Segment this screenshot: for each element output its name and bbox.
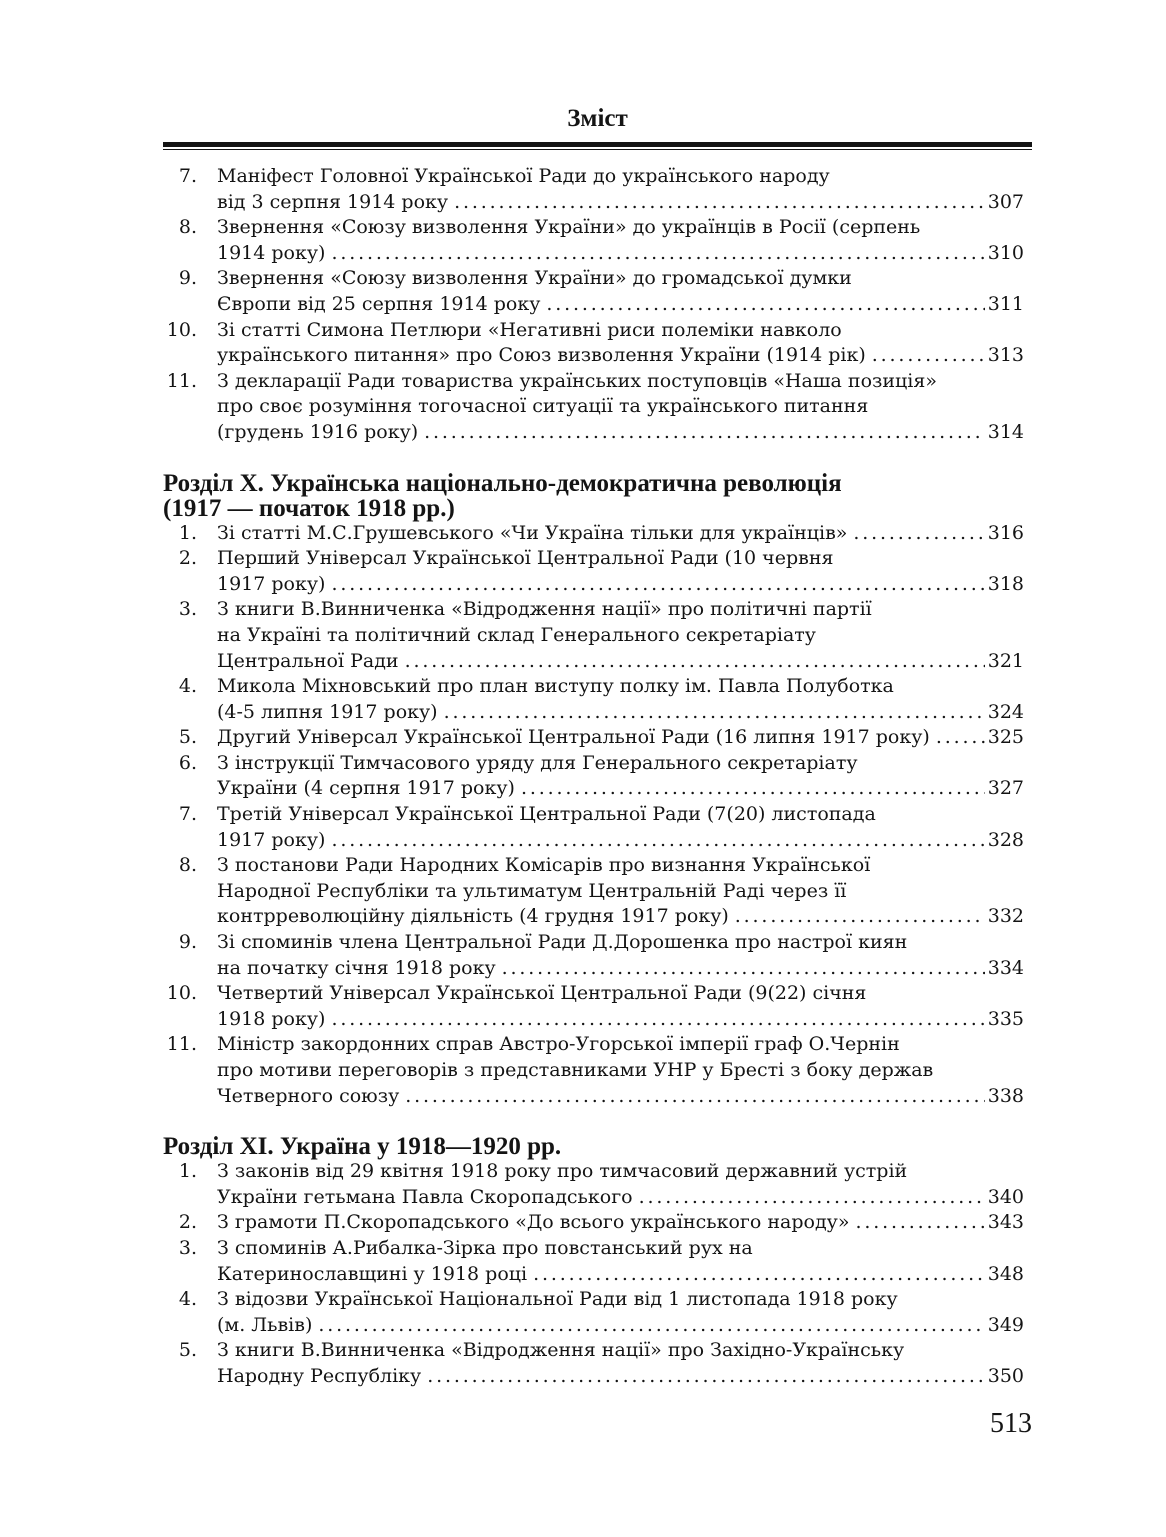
entry-page-number: 311 xyxy=(987,292,1024,315)
entry-last-line xyxy=(217,1007,1024,1033)
toc-entry[interactable] xyxy=(163,802,1032,853)
entry-title-line: Звернення «Союзу визволення України» до громадської думки xyxy=(217,267,852,290)
entry-title-line: Другий Універсал Української Центральної Ради (16 липня 1917 року) xyxy=(217,726,930,749)
entry-page-number: 349 xyxy=(987,1313,1024,1336)
toc-entry[interactable] xyxy=(163,369,1032,446)
entry-title-line: Четвертий Універсал Української Центральної Ради (9(22) січня xyxy=(217,982,867,1005)
toc-entry[interactable] xyxy=(163,1159,1032,1210)
toc-entry[interactable] xyxy=(163,215,1032,266)
entry-title-line: З інструкції Тимчасового уряду для Генерального секретаріату xyxy=(217,751,858,774)
entry-title-line: України гетьмана Павла Скоропадського xyxy=(217,1185,633,1208)
entry-last-line xyxy=(217,1185,1024,1211)
entry-title-line: (4-5 липня 1917 року) xyxy=(217,700,438,723)
entry-title-line: З грамоти П.Скоропадського «До всього українського народу» xyxy=(217,1211,850,1234)
entry-page-number: 334 xyxy=(987,956,1024,979)
entry-title-line: Перший Універсал Української Центральної Ради (10 червня xyxy=(217,547,834,570)
toc-page xyxy=(163,100,1032,1390)
entry-title-line: Маніфест Головної Української Ради до українського народу xyxy=(217,165,830,187)
toc-entry-list xyxy=(163,1159,1032,1389)
entry-number: 4. xyxy=(178,1288,197,1311)
entry-number: 8. xyxy=(178,854,197,877)
dot-leader xyxy=(444,700,985,726)
dot-leader xyxy=(331,1007,984,1033)
entry-page-number: 313 xyxy=(987,344,1024,367)
entry-title-line: 1917 року) xyxy=(217,572,326,595)
entry-number: 2. xyxy=(178,1211,197,1234)
entry-last-line xyxy=(217,700,1024,726)
entry-last-line xyxy=(217,649,1024,675)
entry-title-line: (грудень 1916 року) xyxy=(217,420,419,443)
entry-number: 9. xyxy=(178,931,197,954)
page-number: 513 xyxy=(990,1408,1032,1439)
entry-last-line xyxy=(217,292,1024,318)
entry-page-number: 328 xyxy=(987,828,1024,851)
entry-title-line: 1914 року) xyxy=(217,241,326,264)
entry-last-line xyxy=(217,1262,1024,1288)
dot-leader xyxy=(424,420,985,446)
entry-last-line xyxy=(217,343,1024,369)
dot-leader xyxy=(502,956,985,982)
toc-entry-list xyxy=(163,164,1032,446)
toc-entry[interactable] xyxy=(163,546,1032,597)
toc-entry[interactable] xyxy=(163,1032,1032,1109)
entry-last-line xyxy=(217,241,1024,267)
entry-title-line: Зі статті Симона Петлюри «Негативні риси полеміки навколо xyxy=(217,318,842,341)
entry-number: 9. xyxy=(178,267,197,290)
entry-last-line xyxy=(217,828,1024,854)
entry-number: 11. xyxy=(166,1033,197,1056)
entry-last-line xyxy=(217,1364,1024,1390)
entry-number: 10. xyxy=(166,318,197,341)
toc-entry[interactable] xyxy=(163,1236,1032,1287)
entry-last-line xyxy=(217,776,1024,802)
entry-title-line: Четверного союзу xyxy=(217,1084,400,1107)
dot-leader xyxy=(533,1262,985,1288)
entry-title-line: (м. Львів) xyxy=(217,1313,313,1336)
dot-leader xyxy=(735,904,985,930)
entry-last-line xyxy=(217,521,1024,547)
entry-title-line: на початку січня 1918 року xyxy=(217,956,496,979)
table-of-contents xyxy=(163,164,1032,1390)
entry-title-line: Народну Республіку xyxy=(217,1364,422,1387)
entry-title-line: контрреволюційну діяльність (4 грудня 1917 року) xyxy=(217,905,729,928)
entry-title-line: Народної Республіки та ультиматум Центральній Раді через її xyxy=(217,879,847,902)
entry-number: 11. xyxy=(166,369,197,392)
entry-title-line: Зі споминів члена Центральної Ради Д.Дорошенка про настрої киян xyxy=(217,931,908,954)
entry-title-line: З книги В.Винниченка «Відродження нації» про політичні партії xyxy=(217,598,872,621)
toc-entry[interactable] xyxy=(163,751,1032,802)
entry-title-line: Європи від 25 серпня 1914 року xyxy=(217,292,541,315)
entry-title-line: З споминів А.Рибалка-Зірка про повстанський рух на xyxy=(217,1236,753,1259)
dot-leader xyxy=(855,1210,984,1236)
entry-page-number: 325 xyxy=(987,726,1024,749)
entry-number: 8. xyxy=(178,216,197,239)
entry-page-number: 340 xyxy=(987,1185,1024,1208)
entry-page-number: 307 xyxy=(987,190,1024,213)
entry-title-line: З книги В.Винниченка «Відродження нації» про Західно-Українську xyxy=(217,1339,905,1362)
entry-page-number: 348 xyxy=(987,1262,1024,1285)
entry-number: 3. xyxy=(178,1236,197,1259)
entry-page-number: 321 xyxy=(987,649,1024,672)
entry-title-line: Зі статті М.С.Грушевського «Чи Україна тільки для українців» xyxy=(217,521,848,544)
entry-last-line xyxy=(217,1084,1024,1110)
toc-entry[interactable] xyxy=(163,1338,1032,1389)
entry-last-line xyxy=(217,1210,1024,1236)
toc-entry[interactable] xyxy=(163,266,1032,317)
entry-number: 3. xyxy=(178,598,197,621)
entry-title-line: Центральної Ради xyxy=(217,649,399,672)
entry-title-line: українського питання» про Союз визволення України (1914 рік) xyxy=(217,344,866,367)
toc-entry[interactable] xyxy=(163,930,1032,981)
dot-leader xyxy=(454,190,985,216)
toc-entry[interactable] xyxy=(163,597,1032,674)
entry-title-line: З декларації Ради товариства українських поступовців «Наша позиція» xyxy=(217,369,937,392)
entry-last-line xyxy=(217,1313,1024,1339)
entry-last-line xyxy=(217,572,1024,598)
header-rule-thick xyxy=(163,142,1032,147)
entry-page-number: 343 xyxy=(987,1211,1024,1234)
toc-entry[interactable] xyxy=(163,1287,1032,1338)
chapter-section xyxy=(163,1134,1032,1389)
toc-entry-list xyxy=(163,521,1032,1110)
entry-number: 1. xyxy=(178,521,197,544)
entry-title-line: З законів від 29 квітня 1918 року про тимчасовий державний устрій xyxy=(217,1160,908,1183)
entry-title-line: Міністр закордонних справ Австро-Угорської імперії граф О.Чернін xyxy=(217,1033,900,1056)
entry-last-line xyxy=(217,904,1024,930)
entry-number: 2. xyxy=(178,547,197,570)
chapter-heading xyxy=(163,1134,1032,1159)
toc-entry[interactable] xyxy=(163,725,1032,751)
entry-last-line xyxy=(217,190,1024,216)
entry-number: 4. xyxy=(178,675,197,698)
dot-leader xyxy=(427,1364,985,1390)
entry-title-line: 1917 року) xyxy=(217,828,326,851)
chapter-heading-line: Розділ X. Українська національно-демократична революція xyxy=(163,469,842,497)
entry-title-line: Звернення «Союзу визволення України» до українців в Росії (серпень xyxy=(217,216,921,239)
entry-page-number: 316 xyxy=(987,521,1024,544)
entry-page-number: 332 xyxy=(987,905,1024,928)
toc-entry[interactable] xyxy=(163,318,1032,369)
entry-number: 6. xyxy=(178,751,197,774)
toc-entry[interactable] xyxy=(163,164,1032,215)
chapter-heading-line: Розділ XI. Україна у 1918—1920 рр. xyxy=(163,1133,562,1161)
entry-page-number: 327 xyxy=(987,777,1024,800)
dot-leader xyxy=(872,343,985,369)
entry-title-line: України (4 серпня 1917 року) xyxy=(217,777,515,800)
toc-entry[interactable] xyxy=(163,981,1032,1032)
entry-title-line: З відозви Української Національної Ради від 1 листопада 1918 року xyxy=(217,1288,898,1311)
entry-page-number: 335 xyxy=(987,1007,1024,1030)
dot-leader xyxy=(853,521,984,547)
dot-leader xyxy=(331,241,984,267)
dot-leader xyxy=(521,776,985,802)
entry-last-line xyxy=(217,956,1024,982)
dot-leader xyxy=(639,1185,985,1211)
header-rule-thin xyxy=(163,149,1032,150)
entry-title-line: Катеринославщині у 1918 році xyxy=(217,1262,528,1285)
entry-title-line: про мотиви переговорів з представниками УНР у Бресті з боку держав xyxy=(217,1059,934,1081)
entry-title-line: З постанови Ради Народних Комісарів про визнання Української xyxy=(217,854,871,877)
entry-page-number: 350 xyxy=(987,1364,1024,1387)
entry-number: 5. xyxy=(178,726,197,749)
entry-title-line: про своє розуміння тогочасної ситуації та українського питання xyxy=(217,395,869,418)
entry-number: 7. xyxy=(178,803,197,826)
entry-last-line xyxy=(217,420,1024,446)
dot-leader xyxy=(318,1313,984,1339)
running-head-title: Зміст xyxy=(567,105,628,132)
toc-entry[interactable] xyxy=(163,674,1032,725)
entry-title-line: від 3 серпня 1914 року xyxy=(217,190,449,213)
entry-title-line: на Україні та політичний склад Генерального секретаріату xyxy=(217,623,816,646)
entry-number: 10. xyxy=(166,982,197,1005)
entry-page-number: 318 xyxy=(987,572,1024,595)
chapter-heading xyxy=(163,471,1032,521)
entry-title-line: Микола Міхновський про план виступу полку ім. Павла Полуботка xyxy=(217,675,894,698)
entry-title-line: Третій Універсал Української Центральної Ради (7(20) листопада xyxy=(217,803,876,826)
entry-number: 7. xyxy=(178,165,197,187)
toc-entry[interactable] xyxy=(163,853,1032,930)
entry-last-line xyxy=(217,725,1024,751)
chapter-section xyxy=(163,471,1032,1110)
dot-leader xyxy=(331,828,984,854)
dot-leader xyxy=(546,292,984,318)
entry-page-number: 338 xyxy=(987,1084,1024,1107)
entry-page-number: 310 xyxy=(987,241,1024,264)
dot-leader xyxy=(405,1084,984,1110)
entry-page-number: 314 xyxy=(987,420,1024,443)
dot-leader xyxy=(936,725,985,751)
entry-number: 5. xyxy=(178,1339,197,1362)
chapter-heading-line: (1917 — початок 1918 рр.) xyxy=(163,494,455,522)
dot-leader xyxy=(331,572,984,598)
entry-page-number: 324 xyxy=(987,700,1024,723)
toc-entry[interactable] xyxy=(163,1210,1032,1236)
entry-title-line: 1918 року) xyxy=(217,1007,326,1030)
dot-leader xyxy=(405,649,985,675)
entry-number: 1. xyxy=(178,1160,197,1183)
toc-entry[interactable] xyxy=(163,521,1032,547)
